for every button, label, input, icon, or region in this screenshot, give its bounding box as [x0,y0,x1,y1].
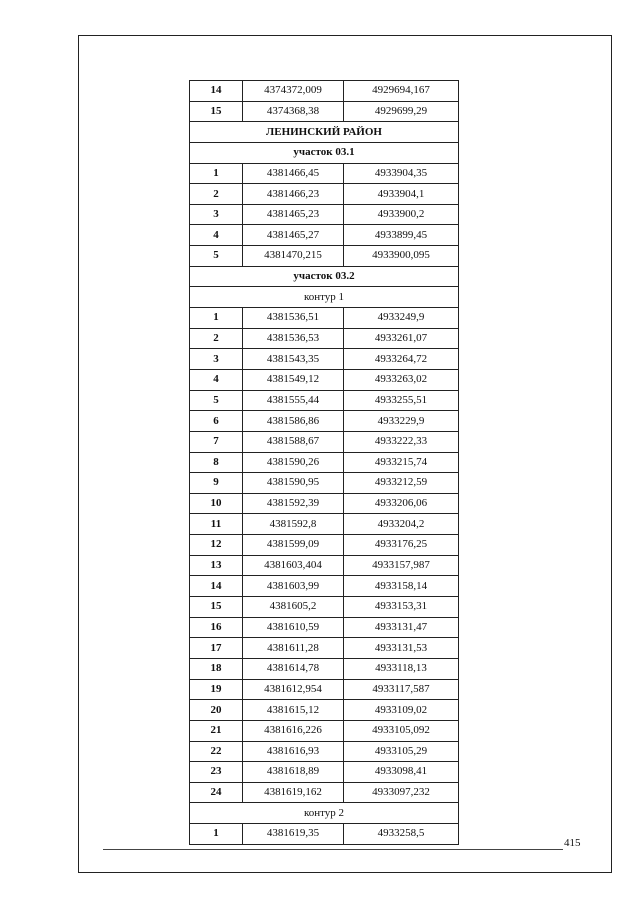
x-coordinate-cell: 4374368,38 [243,101,344,122]
table-row [190,555,459,576]
point-number-cell: 17 [190,638,243,659]
table-row [190,762,459,783]
x-coordinate-cell: 4381611,28 [243,638,344,659]
point-number-cell: 14 [190,81,243,102]
point-number-cell: 14 [190,576,243,597]
x-coordinate-cell: 4381618,89 [243,762,344,783]
table-row [190,535,459,556]
table-row [190,225,459,246]
y-coordinate-cell: 4933206,06 [344,493,459,514]
table-row [190,576,459,597]
point-number-cell: 7 [190,431,243,452]
x-coordinate-cell: 4381616,226 [243,720,344,741]
x-coordinate-cell: 4381610,59 [243,617,344,638]
point-number-cell: 1 [190,824,243,845]
y-coordinate-cell: 4933900,095 [344,246,459,267]
x-coordinate-cell: 4381603,99 [243,576,344,597]
y-coordinate-cell: 4933264,72 [344,349,459,370]
point-number-cell: 15 [190,597,243,618]
x-coordinate-cell: 4381588,67 [243,431,344,452]
y-coordinate-cell: 4929694,167 [344,81,459,102]
point-number-cell: 21 [190,720,243,741]
point-number-cell: 5 [190,390,243,411]
point-number-cell: 11 [190,514,243,535]
y-coordinate-cell: 4933899,45 [344,225,459,246]
point-number-cell: 20 [190,700,243,721]
table-row [190,473,459,494]
contour-title: контур 2 [190,803,459,824]
section-title-row [190,266,459,287]
table-row [190,597,459,618]
coordinates-table [189,80,459,845]
point-number-cell: 18 [190,658,243,679]
y-coordinate-cell: 4933204,2 [344,514,459,535]
y-coordinate-cell: 4933258,5 [344,824,459,845]
point-number-cell: 15 [190,101,243,122]
x-coordinate-cell: 4381465,23 [243,204,344,225]
table-row [190,617,459,638]
y-coordinate-cell: 4933176,25 [344,535,459,556]
point-number-cell: 24 [190,782,243,803]
district-title-row [190,122,459,143]
table-row [190,679,459,700]
point-number-cell: 16 [190,617,243,638]
x-coordinate-cell: 4381619,35 [243,824,344,845]
table-row [190,328,459,349]
y-coordinate-cell: 4933255,51 [344,390,459,411]
table-row [190,349,459,370]
x-coordinate-cell: 4381536,53 [243,328,344,349]
y-coordinate-cell: 4933904,1 [344,184,459,205]
x-coordinate-cell: 4381599,09 [243,535,344,556]
y-coordinate-cell: 4933900,2 [344,204,459,225]
y-coordinate-cell: 4933261,07 [344,328,459,349]
y-coordinate-cell: 4933105,29 [344,741,459,762]
table-row [190,720,459,741]
x-coordinate-cell: 4381603,404 [243,555,344,576]
x-coordinate-cell: 4381605,2 [243,597,344,618]
y-coordinate-cell: 4933117,587 [344,679,459,700]
point-number-cell: 23 [190,762,243,783]
table-row [190,101,459,122]
y-coordinate-cell: 4933263,02 [344,369,459,390]
section-title: участок 03.1 [190,142,459,163]
y-coordinate-cell: 4933153,31 [344,597,459,618]
table-row [190,824,459,845]
x-coordinate-cell: 4381592,8 [243,514,344,535]
point-number-cell: 3 [190,349,243,370]
x-coordinate-cell: 4381470,215 [243,246,344,267]
table-row [190,246,459,267]
x-coordinate-cell: 4381466,45 [243,163,344,184]
point-number-cell: 2 [190,328,243,349]
y-coordinate-cell: 4933215,74 [344,452,459,473]
section-title-row [190,142,459,163]
x-coordinate-cell: 4381543,35 [243,349,344,370]
table-row [190,493,459,514]
table-row [190,658,459,679]
table-row [190,81,459,102]
table-row [190,204,459,225]
table-row [190,390,459,411]
contour-title: контур 1 [190,287,459,308]
point-number-cell: 1 [190,163,243,184]
contour-title-row [190,287,459,308]
x-coordinate-cell: 4381614,78 [243,658,344,679]
y-coordinate-cell: 4933222,33 [344,431,459,452]
y-coordinate-cell: 4933212,59 [344,473,459,494]
y-coordinate-cell: 4933158,14 [344,576,459,597]
y-coordinate-cell: 4933131,47 [344,617,459,638]
x-coordinate-cell: 4381615,12 [243,700,344,721]
table-row [190,369,459,390]
table-row [190,184,459,205]
table-row [190,308,459,329]
point-number-cell: 4 [190,225,243,246]
x-coordinate-cell: 4381619,162 [243,782,344,803]
y-coordinate-cell: 4933098,41 [344,762,459,783]
x-coordinate-cell: 4381592,39 [243,493,344,514]
y-coordinate-cell: 4933105,092 [344,720,459,741]
x-coordinate-cell: 4374372,009 [243,81,344,102]
point-number-cell: 6 [190,411,243,432]
y-coordinate-cell: 4933904,35 [344,163,459,184]
y-coordinate-cell: 4933118,13 [344,658,459,679]
x-coordinate-cell: 4381549,12 [243,369,344,390]
table-row [190,411,459,432]
point-number-cell: 3 [190,204,243,225]
table-row [190,514,459,535]
point-number-cell: 12 [190,535,243,556]
table-row [190,431,459,452]
x-coordinate-cell: 4381616,93 [243,741,344,762]
contour-title-row [190,803,459,824]
y-coordinate-cell: 4933131,53 [344,638,459,659]
table-row [190,741,459,762]
point-number-cell: 8 [190,452,243,473]
point-number-cell: 22 [190,741,243,762]
point-number-cell: 13 [190,555,243,576]
x-coordinate-cell: 4381586,86 [243,411,344,432]
x-coordinate-cell: 4381555,44 [243,390,344,411]
x-coordinate-cell: 4381612,954 [243,679,344,700]
point-number-cell: 4 [190,369,243,390]
y-coordinate-cell: 4933097,232 [344,782,459,803]
point-number-cell: 10 [190,493,243,514]
district-title: ЛЕНИНСКИЙ РАЙОН [190,122,459,143]
x-coordinate-cell: 4381536,51 [243,308,344,329]
section-title: участок 03.2 [190,266,459,287]
x-coordinate-cell: 4381590,95 [243,473,344,494]
x-coordinate-cell: 4381590,26 [243,452,344,473]
table-row [190,700,459,721]
page-number: 415 [564,837,581,849]
table-row [190,782,459,803]
y-coordinate-cell: 4933229,9 [344,411,459,432]
table-row [190,163,459,184]
point-number-cell: 19 [190,679,243,700]
point-number-cell: 9 [190,473,243,494]
y-coordinate-cell: 4933109,02 [344,700,459,721]
table-row [190,638,459,659]
x-coordinate-cell: 4381466,23 [243,184,344,205]
table-row [190,452,459,473]
footer-rule [103,849,563,850]
point-number-cell: 2 [190,184,243,205]
x-coordinate-cell: 4381465,27 [243,225,344,246]
point-number-cell: 1 [190,308,243,329]
y-coordinate-cell: 4933249,9 [344,308,459,329]
y-coordinate-cell: 4929699,29 [344,101,459,122]
y-coordinate-cell: 4933157,987 [344,555,459,576]
coordinates-table-body [190,81,459,845]
point-number-cell: 5 [190,246,243,267]
